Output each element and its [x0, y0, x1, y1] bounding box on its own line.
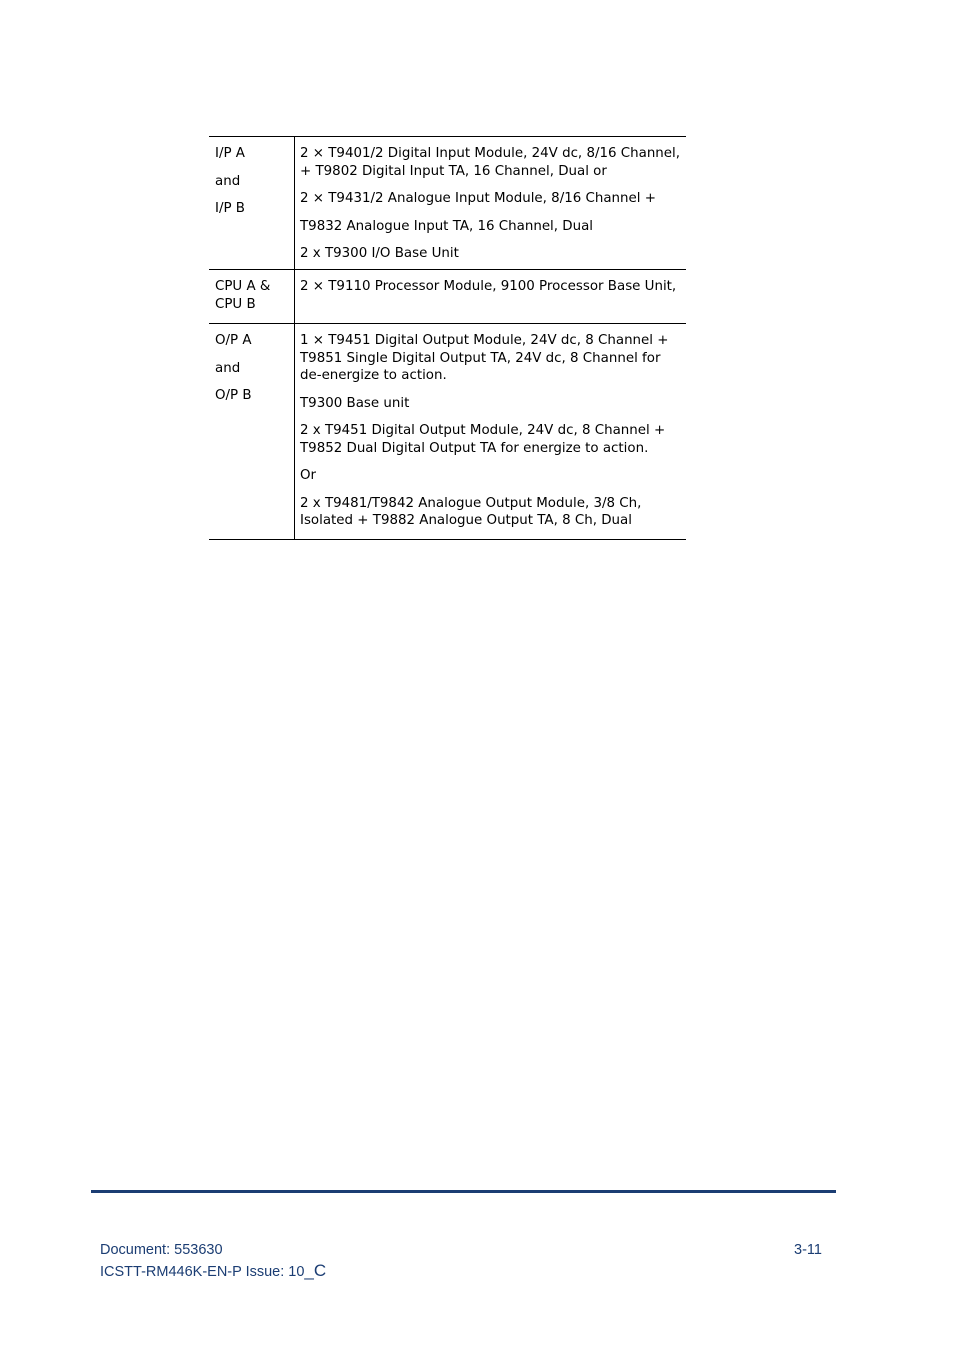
label-line: I/P A — [215, 146, 245, 161]
footer-issue — [100, 1262, 326, 1281]
table-row-op — [209, 324, 686, 540]
table-row-io — [209, 137, 686, 270]
footer-issue-text: ICSTT-RM446K-EN-P Issue: 10 — [100, 1264, 305, 1280]
row-content-io — [295, 137, 687, 270]
content-line: 2 x T9451 Digital Output Module, 24V dc, 8 Channel + T9852 Dual Digital Output TA for energize to action. — [300, 423, 666, 456]
content-line: 2 x T9300 I/O Base Unit — [300, 246, 459, 261]
content-line: Or — [300, 468, 317, 483]
content-line: 2 × T9431/2 Analogue Input Module, 8/16 Channel + — [300, 191, 656, 206]
label-line: and — [215, 360, 241, 376]
footer-document-number: Document: 553630 — [100, 1242, 223, 1258]
content-line: T9300 Base unit — [300, 395, 410, 411]
label-line: CPU A & CPU B — [215, 279, 271, 312]
content-line: T9832 Analogue Input TA, 16 Channel, Dual — [300, 218, 594, 234]
content-line: 2 x T9481/T9842 Analogue Output Module, 3/8 Ch, Isolated + T9882 Analogue Output TA, 8 Ch, Dual — [300, 495, 642, 528]
content-line: 2 × T9401/2 Digital Input Module, 24V dc, 8/16 Channel, + T9802 Digital Input TA, 16 Channel, Dual or — [300, 146, 681, 179]
footer-page-number: 3-11 — [794, 1242, 822, 1258]
row-label-op — [209, 324, 295, 540]
content-line: 2 × T9110 Processor Module, 9100 Processor Base Unit, — [300, 279, 677, 294]
table-row-cpu — [209, 270, 686, 324]
row-label-io — [209, 137, 295, 270]
row-label-cpu — [209, 270, 295, 324]
footer-issue-suffix: _C — [304, 1261, 327, 1280]
row-content-cpu — [295, 270, 687, 324]
content-line: 1 × T9451 Digital Output Module, 24V dc, 8 Channel + T9851 Single Digital Output TA, 24V dc, 8 Channel for de-energize to action. — [300, 333, 669, 383]
label-line: I/P B — [215, 201, 245, 216]
label-line: O/P A — [215, 333, 252, 348]
label-line: O/P B — [215, 388, 252, 403]
module-spec-table — [209, 136, 686, 540]
footer-divider — [91, 1190, 836, 1193]
row-content-op — [295, 324, 687, 540]
label-line: and — [215, 173, 241, 189]
